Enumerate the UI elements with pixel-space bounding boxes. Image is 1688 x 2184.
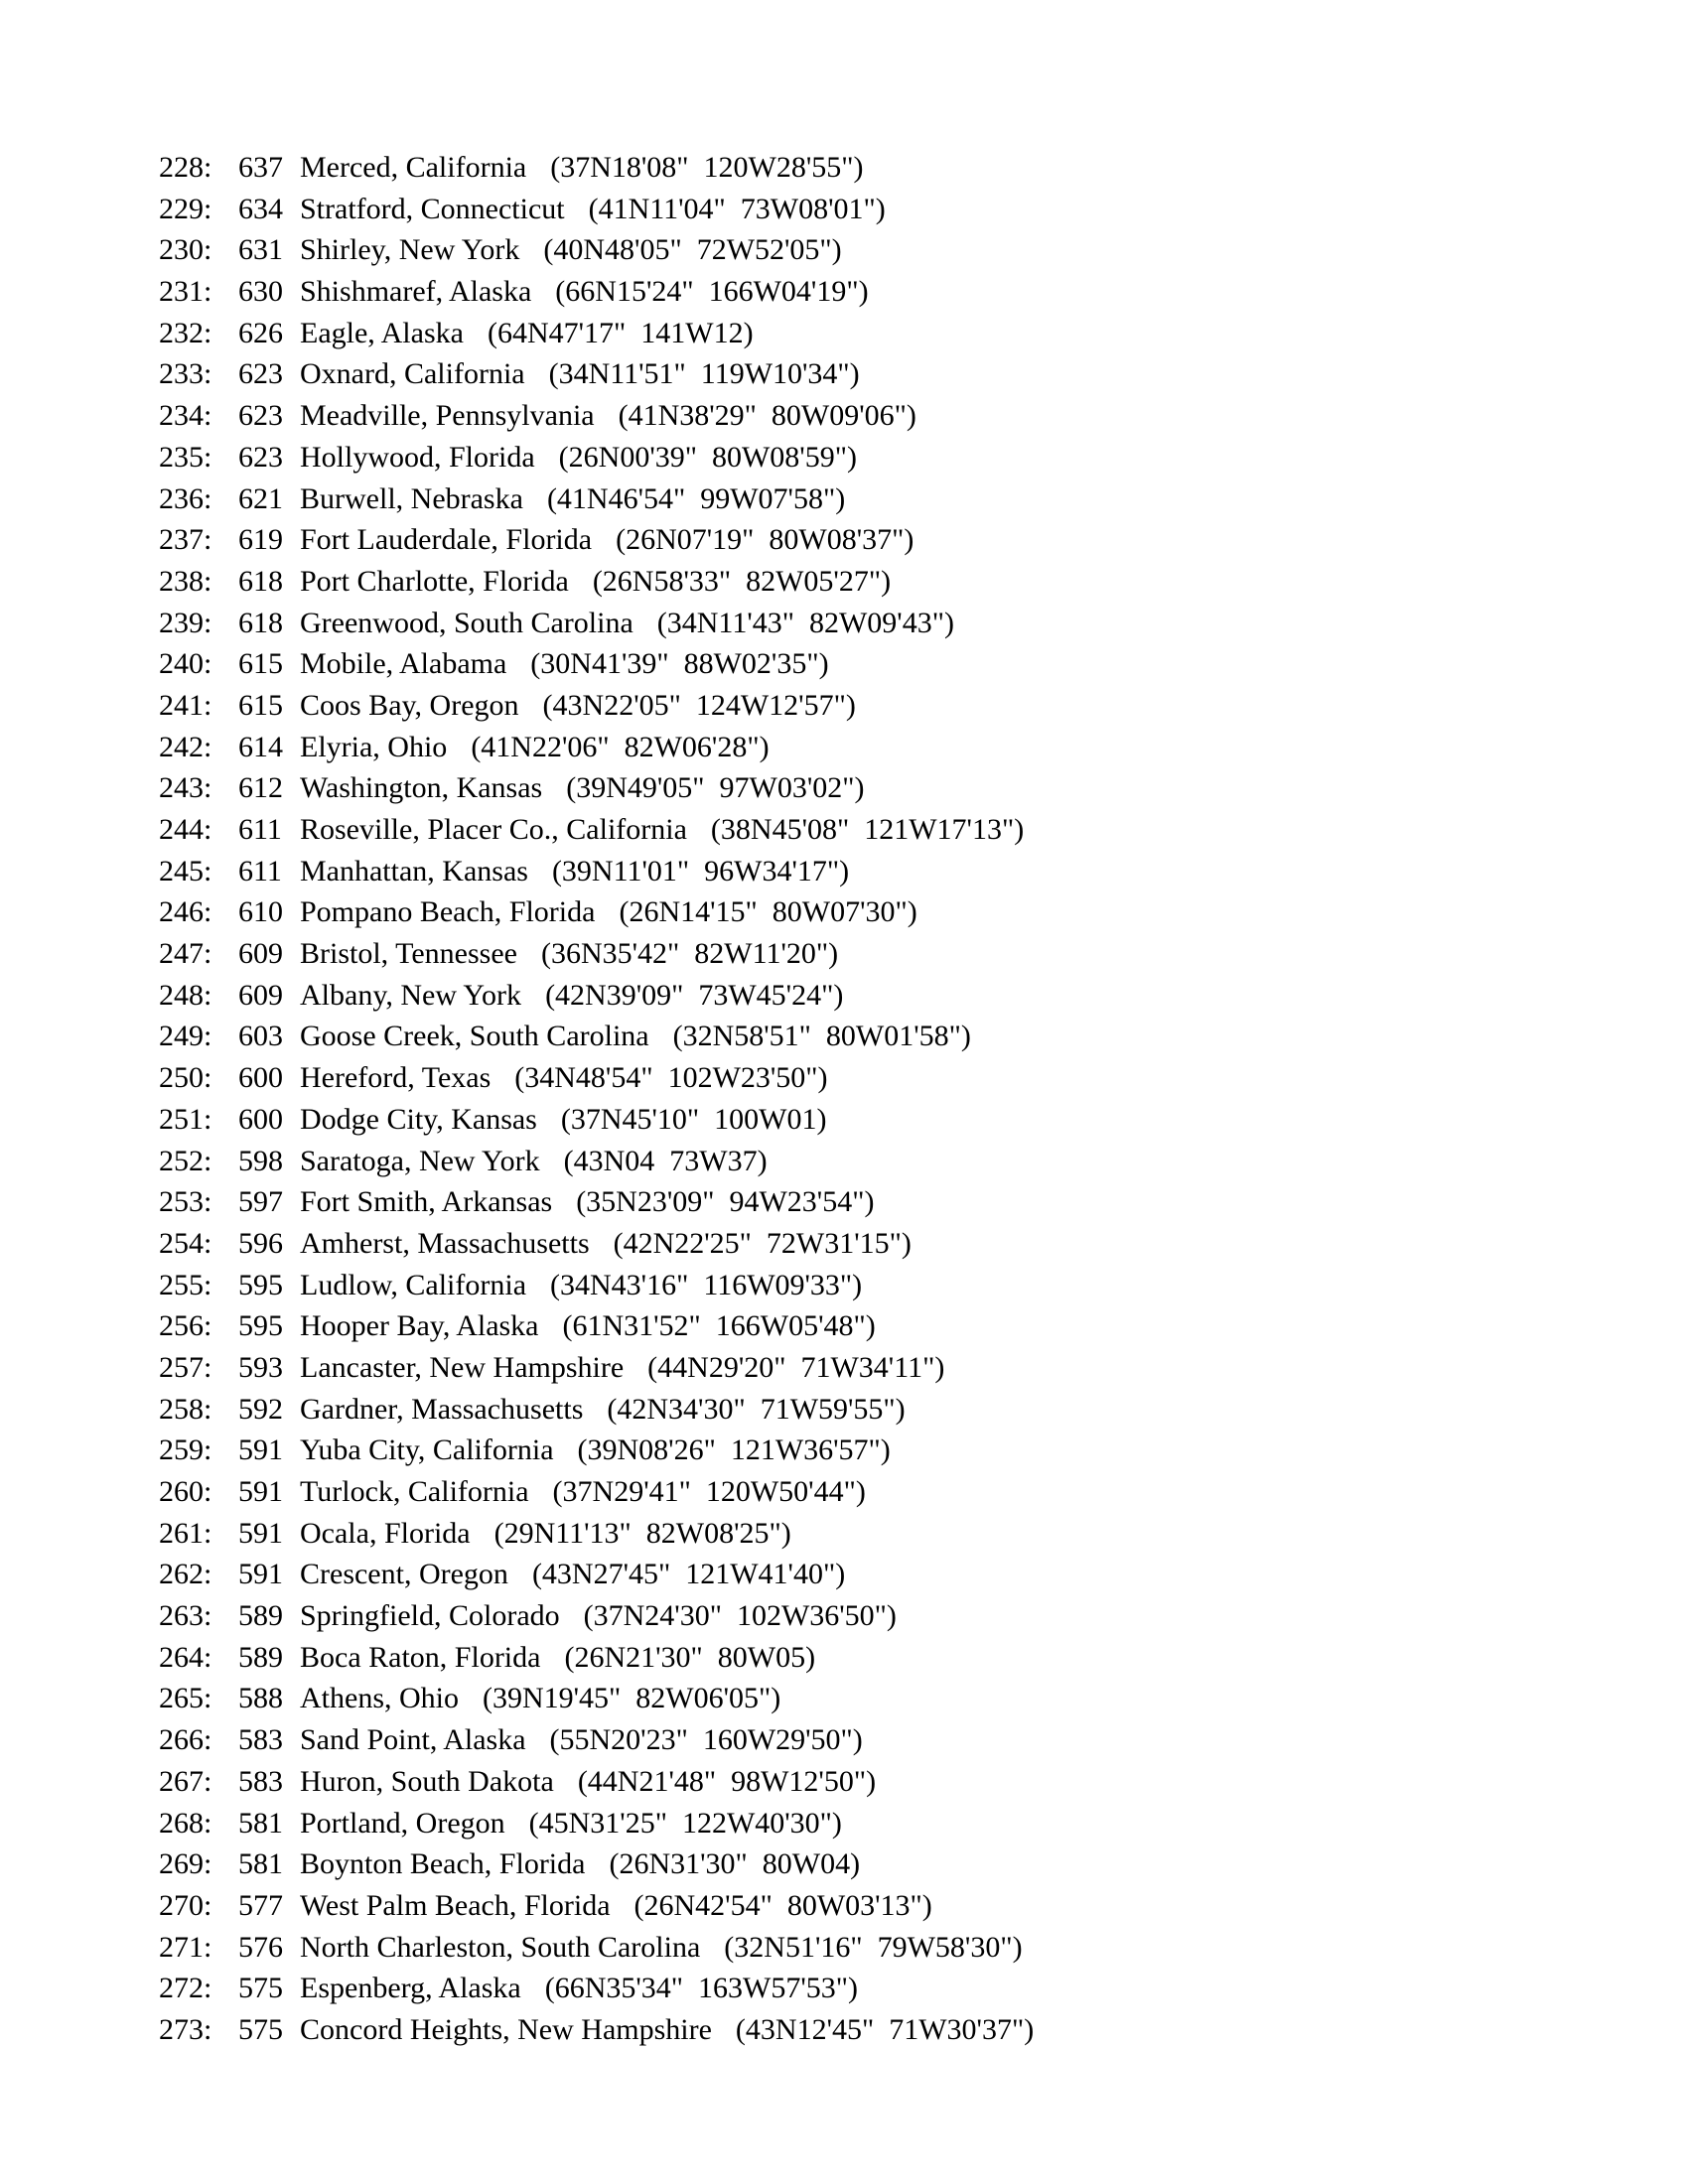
entry-count: 588 <box>238 1682 283 1715</box>
list-item <box>159 1513 1034 1555</box>
entry-place: Shirley, New York <box>300 233 520 267</box>
entry-place: Espenberg, Alaska <box>300 1972 521 2005</box>
entry-place: Eagle, Alaska <box>300 316 464 349</box>
entry-count: 615 <box>238 647 283 681</box>
list-item <box>159 2009 1034 2051</box>
entry-count: 610 <box>238 895 283 929</box>
entry-count: 609 <box>238 937 283 971</box>
list-item <box>159 395 1034 437</box>
entry-count: 591 <box>238 1558 283 1591</box>
list-item <box>159 933 1034 975</box>
entry-coordinates: (32N58'51" 80W01'58") <box>672 1020 971 1053</box>
entry-place: Gardner, Massachusetts <box>300 1392 584 1426</box>
entry-count: 583 <box>238 1723 283 1757</box>
entry-rank: 255: <box>159 1268 212 1301</box>
entry-rank: 249: <box>159 1020 212 1053</box>
entry-coordinates: (55N20'23" 160W29'50") <box>549 1723 863 1757</box>
entry-rank: 238: <box>159 564 212 598</box>
entry-coordinates: (39N49'05" 97W03'02") <box>566 771 865 805</box>
entry-coordinates: (44N21'48" 98W12'50") <box>577 1764 877 1798</box>
entry-rank: 236: <box>159 481 212 515</box>
entry-count: 581 <box>238 1806 283 1840</box>
list-item <box>159 1057 1034 1099</box>
entry-count: 596 <box>238 1226 283 1260</box>
entry-coordinates: (26N58'33" 82W05'27") <box>592 564 892 598</box>
list-item <box>159 1181 1034 1223</box>
entry-place: Amherst, Massachusetts <box>300 1226 590 1260</box>
entry-place: Ocala, Florida <box>300 1516 471 1550</box>
entry-coordinates: (39N11'01" 96W34'17") <box>551 854 850 887</box>
list-item <box>159 1719 1034 1761</box>
entry-count: 595 <box>238 1268 283 1301</box>
entry-coordinates: (37N24'30" 102W36'50") <box>583 1599 897 1633</box>
entry-count: 637 <box>238 151 283 184</box>
list-item <box>159 1678 1034 1719</box>
entry-count: 577 <box>238 1888 283 1922</box>
entry-rank: 273: <box>159 2012 212 2046</box>
entry-coordinates: (42N34'30" 71W59'55") <box>607 1392 906 1426</box>
entry-rank: 245: <box>159 854 212 887</box>
entry-count: 600 <box>238 1102 283 1136</box>
entry-rank: 259: <box>159 1433 212 1467</box>
entry-count: 611 <box>238 813 282 846</box>
list-item <box>159 1927 1034 1969</box>
entry-place: Shishmaref, Alaska <box>300 275 532 309</box>
list-item <box>159 1099 1034 1141</box>
entry-rank: 256: <box>159 1309 212 1343</box>
list-item <box>159 353 1034 395</box>
entry-place: Greenwood, South Carolina <box>300 606 633 639</box>
entry-coordinates: (37N29'41" 120W50'44") <box>552 1475 866 1508</box>
entry-coordinates: (34N11'43" 82W09'43") <box>656 606 954 639</box>
entry-rank: 237: <box>159 523 212 557</box>
entry-rank: 254: <box>159 1226 212 1260</box>
entry-place: Fort Lauderdale, Florida <box>300 523 593 557</box>
ranked-location-list <box>159 147 1034 2051</box>
entry-coordinates: (34N11'51" 119W10'34") <box>548 357 860 391</box>
entry-coordinates: (66N15'24" 166W04'19") <box>555 275 869 309</box>
entry-count: 631 <box>238 233 283 267</box>
entry-rank: 252: <box>159 1144 212 1177</box>
entry-rank: 248: <box>159 978 212 1012</box>
entry-coordinates: (38N45'08" 121W17'13") <box>710 813 1025 846</box>
entry-rank: 265: <box>159 1682 212 1715</box>
entry-place: Roseville, Placer Co., California <box>300 813 687 846</box>
entry-rank: 247: <box>159 937 212 971</box>
entry-rank: 260: <box>159 1475 212 1508</box>
entry-place: Turlock, California <box>300 1475 529 1508</box>
list-item <box>159 313 1034 354</box>
list-item <box>159 1016 1034 1057</box>
entry-place: Fort Smith, Arkansas <box>300 1185 553 1219</box>
entry-place: Washington, Kansas <box>300 771 543 805</box>
list-item <box>159 1761 1034 1803</box>
list-item <box>159 1265 1034 1306</box>
entry-rank: 242: <box>159 730 212 763</box>
entry-count: 597 <box>238 1185 283 1219</box>
entry-rank: 266: <box>159 1723 212 1757</box>
list-item <box>159 1305 1034 1347</box>
entry-rank: 253: <box>159 1185 212 1219</box>
entry-coordinates: (41N22'06" 82W06'28") <box>471 730 770 763</box>
entry-count: 592 <box>238 1392 283 1426</box>
entry-rank: 263: <box>159 1599 212 1633</box>
entry-rank: 241: <box>159 688 212 722</box>
list-item <box>159 1223 1034 1265</box>
list-item <box>159 437 1034 478</box>
entry-rank: 229: <box>159 192 212 225</box>
entry-count: 615 <box>238 688 283 722</box>
entry-coordinates: (29N11'13" 82W08'25") <box>493 1516 791 1550</box>
entry-rank: 244: <box>159 813 212 846</box>
entry-place: Dodge City, Kansas <box>300 1102 537 1136</box>
entry-rank: 261: <box>159 1516 212 1550</box>
entry-place: Goose Creek, South Carolina <box>300 1020 649 1053</box>
entry-count: 609 <box>238 978 283 1012</box>
entry-coordinates: (39N19'45" 82W06'05") <box>483 1682 781 1715</box>
entry-count: 626 <box>238 316 283 349</box>
entry-rank: 228: <box>159 151 212 184</box>
entry-rank: 267: <box>159 1764 212 1798</box>
entry-rank: 231: <box>159 275 212 309</box>
entry-coordinates: (45N31'25" 122W40'30") <box>528 1806 842 1840</box>
entry-count: 575 <box>238 1972 283 2005</box>
entry-coordinates: (61N31'52" 166W05'48") <box>562 1309 876 1343</box>
list-item <box>159 809 1034 851</box>
entry-count: 589 <box>238 1599 283 1633</box>
entry-count: 614 <box>238 730 283 763</box>
entry-coordinates: (35N23'09" 94W23'54") <box>576 1185 875 1219</box>
entry-coordinates: (66N35'34" 163W57'53") <box>544 1972 858 2005</box>
entry-count: 623 <box>238 357 283 391</box>
entry-place: Manhattan, Kansas <box>300 854 528 887</box>
entry-count: 618 <box>238 564 283 598</box>
entry-place: Stratford, Connecticut <box>300 192 565 225</box>
entry-rank: 246: <box>159 895 212 929</box>
entry-place: Elyria, Ohio <box>300 730 448 763</box>
entry-coordinates: (37N18'08" 120W28'55") <box>550 151 864 184</box>
entry-place: Athens, Ohio <box>300 1682 459 1715</box>
entry-count: 612 <box>238 771 283 805</box>
entry-coordinates: (42N22'25" 72W31'15") <box>613 1226 912 1260</box>
entry-place: Concord Heights, New Hampshire <box>300 2012 712 2046</box>
entry-rank: 234: <box>159 399 212 433</box>
entry-count: 583 <box>238 1764 283 1798</box>
list-item <box>159 1843 1034 1885</box>
list-item <box>159 685 1034 727</box>
entry-rank: 239: <box>159 606 212 639</box>
entry-place: West Palm Beach, Florida <box>300 1888 611 1922</box>
entry-place: Lancaster, New Hampshire <box>300 1350 625 1384</box>
entry-rank: 258: <box>159 1392 212 1426</box>
list-item <box>159 1389 1034 1431</box>
list-item <box>159 1554 1034 1595</box>
entry-rank: 240: <box>159 647 212 681</box>
entry-coordinates: (64N47'17" 141W12) <box>487 316 754 349</box>
entry-place: Merced, California <box>300 151 527 184</box>
entry-count: 595 <box>238 1309 283 1343</box>
entry-coordinates: (26N42'54" 80W03'13") <box>633 1888 932 1922</box>
list-item <box>159 147 1034 189</box>
list-item <box>159 727 1034 768</box>
entry-coordinates: (26N00'39" 80W08'59") <box>558 440 857 474</box>
entry-coordinates: (41N38'29" 80W09'06") <box>618 399 916 433</box>
entry-coordinates: (39N08'26" 121W36'57") <box>577 1433 891 1467</box>
list-item <box>159 975 1034 1017</box>
entry-coordinates: (36N35'42" 82W11'20") <box>540 937 839 971</box>
entry-rank: 243: <box>159 771 212 805</box>
entry-rank: 235: <box>159 440 212 474</box>
entry-count: 630 <box>238 275 283 309</box>
entry-rank: 233: <box>159 357 212 391</box>
list-item <box>159 478 1034 520</box>
entry-coordinates: (40N48'05" 72W52'05") <box>543 233 842 267</box>
entry-coordinates: (30N41'39" 88W02'35") <box>530 647 829 681</box>
list-item <box>159 1637 1034 1679</box>
entry-place: Albany, New York <box>300 978 522 1012</box>
entry-count: 619 <box>238 523 283 557</box>
entry-coordinates: (43N27'45" 121W41'40") <box>531 1558 846 1591</box>
list-item <box>159 1968 1034 2009</box>
entry-count: 618 <box>238 606 283 639</box>
entry-rank: 270: <box>159 1888 212 1922</box>
list-item <box>159 891 1034 933</box>
entry-coordinates: (26N21'30" 80W05) <box>564 1640 816 1674</box>
list-item <box>159 189 1034 230</box>
entry-count: 623 <box>238 440 283 474</box>
entry-place: Sand Point, Alaska <box>300 1723 526 1757</box>
entry-coordinates: (42N39'09" 73W45'24") <box>545 978 844 1012</box>
list-item <box>159 229 1034 271</box>
entry-place: Hereford, Texas <box>300 1061 492 1095</box>
entry-rank: 268: <box>159 1806 212 1840</box>
list-item <box>159 1430 1034 1471</box>
entry-place: Springfield, Colorado <box>300 1599 560 1633</box>
entry-count: 575 <box>238 2012 283 2046</box>
entry-coordinates: (43N12'45" 71W30'37") <box>735 2012 1035 2046</box>
entry-coordinates: (41N11'04" 73W08'01") <box>588 192 886 225</box>
entry-count: 634 <box>238 192 283 225</box>
entry-coordinates: (32N51'16" 79W58'30") <box>724 1930 1023 1964</box>
list-item <box>159 851 1034 892</box>
entry-count: 600 <box>238 1061 283 1095</box>
entry-count: 591 <box>238 1475 283 1508</box>
entry-coordinates: (26N14'15" 80W07'30") <box>619 895 917 929</box>
list-item <box>159 1141 1034 1182</box>
entry-place: Portland, Oregon <box>300 1806 505 1840</box>
entry-coordinates: (43N04 73W37) <box>563 1144 768 1177</box>
entry-count: 576 <box>238 1930 283 1964</box>
entry-rank: 272: <box>159 1972 212 2005</box>
entry-place: Crescent, Oregon <box>300 1558 508 1591</box>
entry-count: 591 <box>238 1433 283 1467</box>
entry-place: Pompano Beach, Florida <box>300 895 596 929</box>
entry-rank: 264: <box>159 1640 212 1674</box>
list-item <box>159 1885 1034 1927</box>
entry-place: Bristol, Tennessee <box>300 937 517 971</box>
list-item <box>159 1347 1034 1389</box>
entry-place: Mobile, Alabama <box>300 647 507 681</box>
list-item <box>159 1595 1034 1637</box>
entry-place: Yuba City, California <box>300 1433 554 1467</box>
entry-rank: 230: <box>159 233 212 267</box>
entry-count: 623 <box>238 399 283 433</box>
entry-coordinates: (43N22'05" 124W12'57") <box>542 688 856 722</box>
entry-rank: 262: <box>159 1558 212 1591</box>
entry-rank: 251: <box>159 1102 212 1136</box>
entry-rank: 269: <box>159 1847 212 1881</box>
list-item <box>159 561 1034 603</box>
entry-coordinates: (34N43'16" 116W09'33") <box>550 1268 863 1301</box>
entry-place: Boca Raton, Florida <box>300 1640 541 1674</box>
entry-place: Port Charlotte, Florida <box>300 564 569 598</box>
entry-place: Burwell, Nebraska <box>300 481 523 515</box>
entry-coordinates: (41N46'54" 99W07'58") <box>546 481 846 515</box>
entry-place: Huron, South Dakota <box>300 1764 554 1798</box>
entry-place: Hooper Bay, Alaska <box>300 1309 539 1343</box>
entry-count: 598 <box>238 1144 283 1177</box>
entry-coordinates: (44N29'20" 71W34'11") <box>647 1350 945 1384</box>
entry-count: 593 <box>238 1350 283 1384</box>
entry-place: Oxnard, California <box>300 357 525 391</box>
list-item <box>159 603 1034 644</box>
entry-coordinates: (34N48'54" 102W23'50") <box>514 1061 828 1095</box>
entry-count: 621 <box>238 481 283 515</box>
entry-rank: 271: <box>159 1930 212 1964</box>
entry-place: Hollywood, Florida <box>300 440 535 474</box>
entry-place: Ludlow, California <box>300 1268 527 1301</box>
entry-coordinates: (26N31'30" 80W04) <box>609 1847 861 1881</box>
list-item <box>159 767 1034 809</box>
entry-place: North Charleston, South Carolina <box>300 1930 701 1964</box>
list-item <box>159 271 1034 313</box>
entry-rank: 232: <box>159 316 212 349</box>
list-item <box>159 1471 1034 1513</box>
list-item <box>159 643 1034 685</box>
entry-place: Coos Bay, Oregon <box>300 688 519 722</box>
list-item <box>159 1803 1034 1844</box>
entry-place: Saratoga, New York <box>300 1144 540 1177</box>
entry-count: 591 <box>238 1516 283 1550</box>
entry-count: 611 <box>238 854 282 887</box>
entry-count: 589 <box>238 1640 283 1674</box>
entry-place: Meadville, Pennsylvania <box>300 399 595 433</box>
entry-count: 581 <box>238 1847 283 1881</box>
entry-count: 603 <box>238 1020 283 1053</box>
entry-coordinates: (37N45'10" 100W01) <box>560 1102 827 1136</box>
entry-rank: 250: <box>159 1061 212 1095</box>
list-item <box>159 519 1034 561</box>
entry-rank: 257: <box>159 1350 212 1384</box>
entry-coordinates: (26N07'19" 80W08'37") <box>616 523 914 557</box>
entry-place: Boynton Beach, Florida <box>300 1847 586 1881</box>
